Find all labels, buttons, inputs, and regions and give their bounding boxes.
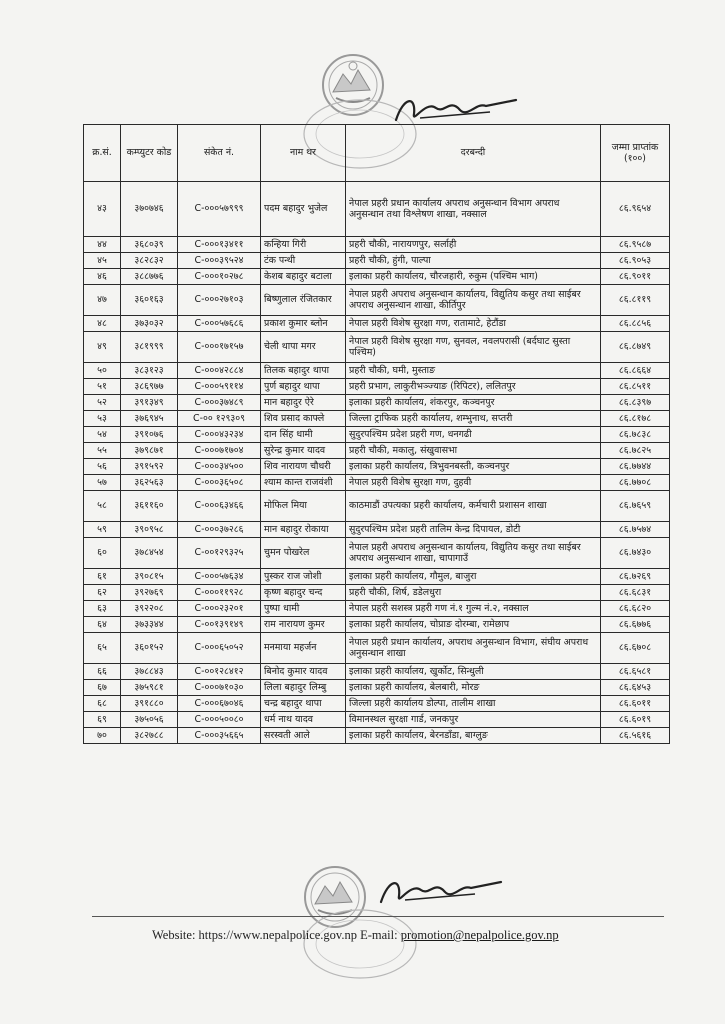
table-row bbox=[84, 522, 670, 538]
cell-total-score: ८६.८१७८ bbox=[601, 411, 670, 427]
cell-name: मनमाया महर्जन bbox=[261, 633, 346, 664]
table-row bbox=[84, 601, 670, 617]
cell-sn: ५६ bbox=[84, 459, 121, 475]
cell-name: प्रकाश कुमार ब्लोन bbox=[261, 316, 346, 332]
cell-total-score: ८६.८७४९ bbox=[601, 332, 670, 363]
cell-computer-code: ३९१३४९ bbox=[121, 395, 178, 411]
header-name: नाम थर bbox=[261, 125, 346, 182]
cell-sn: ५९ bbox=[84, 522, 121, 538]
table-row bbox=[84, 443, 670, 459]
cell-name: शिव नारायण चौधरी bbox=[261, 459, 346, 475]
cell-total-score: ८६.७५७४ bbox=[601, 522, 670, 538]
cell-symbol-no: C-०००६७०४६ bbox=[178, 696, 261, 712]
cell-symbol-no: C-०००४३२३४ bbox=[178, 427, 261, 443]
cell-computer-code: ३६२५६३ bbox=[121, 475, 178, 491]
table-row bbox=[84, 491, 670, 522]
cell-sn: ६५ bbox=[84, 633, 121, 664]
table-row bbox=[84, 728, 670, 744]
cell-post: नेपाल प्रहरी अपराध अनुसन्धान कार्यालय, विद्युतिय कसुर तथा साईबर अपराध अनुसन्धान शाखा, चापागाउँ bbox=[346, 538, 601, 569]
cell-post: काठमाडौं उपत्यका प्रहरी कार्यालय, कर्मचारी प्रशासन शाखा bbox=[346, 491, 601, 522]
cell-name: तिलक बहादुर थापा bbox=[261, 363, 346, 379]
cell-computer-code: ३९०९५८ bbox=[121, 522, 178, 538]
cell-post: इलाका प्रहरी कार्यालय, बेलबारी, मोरङ bbox=[346, 680, 601, 696]
cell-name: कन्हिया गिरी bbox=[261, 237, 346, 253]
cell-symbol-no: C-०००४२८८४ bbox=[178, 363, 261, 379]
cell-computer-code: ३८२७८८ bbox=[121, 728, 178, 744]
cell-computer-code: ३७५९८१ bbox=[121, 680, 178, 696]
cell-post: विमानस्थल सुरक्षा गार्ड, जनकपुर bbox=[346, 712, 601, 728]
header-post: दरबन्दी bbox=[346, 125, 601, 182]
cell-name: सुरेन्द्र कुमार यादव bbox=[261, 443, 346, 459]
cell-symbol-no: C-०००३६५०८ bbox=[178, 475, 261, 491]
cell-symbol-no: C-०००५७६३४ bbox=[178, 569, 261, 585]
cell-total-score: ८६.८३९७ bbox=[601, 395, 670, 411]
cell-sn: ५८ bbox=[84, 491, 121, 522]
cell-computer-code: ३७५०५६ bbox=[121, 712, 178, 728]
table-row bbox=[84, 332, 670, 363]
cell-symbol-no: C-०००६५०५२ bbox=[178, 633, 261, 664]
cell-name: शिव प्रसाद काफ्ले bbox=[261, 411, 346, 427]
cell-total-score: ८६.५६१६ bbox=[601, 728, 670, 744]
cell-name: दान सिंह धामी bbox=[261, 427, 346, 443]
cell-symbol-no: C-०००२३२०१ bbox=[178, 601, 261, 617]
table-row bbox=[84, 316, 670, 332]
cell-computer-code: ३७८४५४ bbox=[121, 538, 178, 569]
cell-post: इलाका प्रहरी कार्यालय, गौमुल, बाजुरा bbox=[346, 569, 601, 585]
cell-total-score: ८६.८११९ bbox=[601, 285, 670, 316]
cell-computer-code: ३८२८३२ bbox=[121, 253, 178, 269]
cell-sn: ४४ bbox=[84, 237, 121, 253]
cell-total-score: ८६.७२६९ bbox=[601, 569, 670, 585]
cell-total-score: ८६.६७०८ bbox=[601, 633, 670, 664]
cell-sn: ६६ bbox=[84, 664, 121, 680]
cell-name: पुस्कर राज जोशी bbox=[261, 569, 346, 585]
cell-symbol-no: C-०००६३४६६ bbox=[178, 491, 261, 522]
cell-name: मान बहादुर रोकाया bbox=[261, 522, 346, 538]
cell-name: मान बहादुर ऐरे bbox=[261, 395, 346, 411]
footer-divider bbox=[92, 916, 664, 917]
cell-sn: ५४ bbox=[84, 427, 121, 443]
signature-bottom-icon bbox=[375, 872, 505, 912]
cell-name: राम नारायण कुमर bbox=[261, 617, 346, 633]
cell-post: इलाका प्रहरी कार्यालय, शंकरपुर, कञ्चनपुर bbox=[346, 395, 601, 411]
cell-total-score: ८६.७७४४ bbox=[601, 459, 670, 475]
table-row bbox=[84, 696, 670, 712]
cell-computer-code: ३७३०३२ bbox=[121, 316, 178, 332]
cell-total-score: ८६.९०५३ bbox=[601, 253, 670, 269]
table-row bbox=[84, 664, 670, 680]
cell-computer-code: ३८६९७७ bbox=[121, 379, 178, 395]
cell-sn: ५० bbox=[84, 363, 121, 379]
cell-post: इलाका प्रहरी कार्यालय, खुर्कोट, सिन्धुली bbox=[346, 664, 601, 680]
email-link[interactable]: promotion@nepalpolice.gov.np bbox=[400, 928, 559, 942]
cell-post: जिल्ला ट्राफिक प्रहरी कार्यालय, शम्भुनाथ, सप्तरी bbox=[346, 411, 601, 427]
cell-computer-code: ३८८७७६ bbox=[121, 269, 178, 285]
cell-sn: ६३ bbox=[84, 601, 121, 617]
cell-computer-code: ३७६९४५ bbox=[121, 411, 178, 427]
cell-computer-code: ३६०१५२ bbox=[121, 633, 178, 664]
cell-computer-code: ३७८८४३ bbox=[121, 664, 178, 680]
table-row bbox=[84, 459, 670, 475]
cell-sn: ४३ bbox=[84, 182, 121, 237]
cell-sn: ४९ bbox=[84, 332, 121, 363]
cell-post: प्रहरी चौकी, घमी, मुस्ताङ bbox=[346, 363, 601, 379]
cell-computer-code: ३८३१२३ bbox=[121, 363, 178, 379]
cell-post: प्रहरी चौकी, शिर्ष, डडेलधुरा bbox=[346, 585, 601, 601]
table-header-row bbox=[84, 125, 670, 182]
cell-symbol-no: C-००१२८४१२ bbox=[178, 664, 261, 680]
table-row bbox=[84, 617, 670, 633]
cell-post: नेपाल प्रहरी विशेष सुरक्षा गण, दुहवी bbox=[346, 475, 601, 491]
cell-post: नेपाल प्रहरी प्रधान कार्यालय, अपराध अनुसन्धान विभाग, संघीय अपराध अनुसन्धान शाखा bbox=[346, 633, 601, 664]
cell-name: कृष्ण बहादुर चन्द bbox=[261, 585, 346, 601]
cell-name: बिनोद कुमार यादव bbox=[261, 664, 346, 680]
cell-total-score: ८६.९६५४ bbox=[601, 182, 670, 237]
cell-sn: ४७ bbox=[84, 285, 121, 316]
table-row bbox=[84, 411, 670, 427]
cell-computer-code: ३७०७४६ bbox=[121, 182, 178, 237]
footer-contact bbox=[152, 928, 559, 943]
table-row bbox=[84, 633, 670, 664]
cell-post: प्रहरी चौकी, हुंगी, पाल्पा bbox=[346, 253, 601, 269]
cell-symbol-no: C-०००५७६८६ bbox=[178, 316, 261, 332]
cell-name: चन्द्र बहादुर थापा bbox=[261, 696, 346, 712]
cell-name: बिष्णुलाल रंजितकार bbox=[261, 285, 346, 316]
cell-total-score: ८६.८५११ bbox=[601, 379, 670, 395]
cell-computer-code: ३७३३४४ bbox=[121, 617, 178, 633]
cell-name: सरस्वती आले bbox=[261, 728, 346, 744]
cell-sn: ४५ bbox=[84, 253, 121, 269]
cell-total-score: ८६.९०११ bbox=[601, 269, 670, 285]
table-row bbox=[84, 237, 670, 253]
cell-post: नेपाल प्रहरी सशस्त्र प्रहरी गण नं.१ गुल्म नं.२, नक्साल bbox=[346, 601, 601, 617]
cell-computer-code: ३६११६० bbox=[121, 491, 178, 522]
cell-computer-code: ३६८०३९ bbox=[121, 237, 178, 253]
cell-post: सुदुरपश्चिम प्रदेश प्रहरी तालिम केन्द्र दिपायल, डोटी bbox=[346, 522, 601, 538]
cell-computer-code: ३९१०७६ bbox=[121, 427, 178, 443]
cell-computer-code: ३८१९९९ bbox=[121, 332, 178, 363]
cell-symbol-no: C-०००३५६६५ bbox=[178, 728, 261, 744]
cell-total-score: ८६.६८३१ bbox=[601, 585, 670, 601]
cell-post: नेपाल प्रहरी अपराध अनुसन्धान कार्यालय, विद्युतिय कसुर तथा साईबर अपराध अनुसन्धान शाखा, कीर्तिपुर bbox=[346, 285, 601, 316]
candidate-table bbox=[83, 124, 670, 744]
cell-sn: ६७ bbox=[84, 680, 121, 696]
cell-total-score: ८६.८८५६ bbox=[601, 316, 670, 332]
table-row bbox=[84, 712, 670, 728]
cell-sn: ५१ bbox=[84, 379, 121, 395]
cell-sn: ६८ bbox=[84, 696, 121, 712]
cell-post: प्रहरी चौकी, नारायणपुर, सर्लाही bbox=[346, 237, 601, 253]
cell-symbol-no: C-०००२७१०३ bbox=[178, 285, 261, 316]
cell-total-score: ८६.६०११ bbox=[601, 696, 670, 712]
cell-sn: ५३ bbox=[84, 411, 121, 427]
cell-total-score: ८६.७८३८ bbox=[601, 427, 670, 443]
cell-symbol-no: C-०००३९५२४ bbox=[178, 253, 261, 269]
cell-total-score: ८६.६०१९ bbox=[601, 712, 670, 728]
cell-symbol-no: C-०००३७२८६ bbox=[178, 522, 261, 538]
cell-computer-code: ३९२७६९ bbox=[121, 585, 178, 601]
footer-website-label: Website: https://www.nepalpolice.gov.np E-mail: bbox=[152, 928, 401, 942]
cell-sn: ७० bbox=[84, 728, 121, 744]
table-row bbox=[84, 395, 670, 411]
cell-symbol-no: C-०००७१०३० bbox=[178, 680, 261, 696]
cell-computer-code: ३९२२०८ bbox=[121, 601, 178, 617]
table-row bbox=[84, 379, 670, 395]
cell-symbol-no: C-०००५७९९९ bbox=[178, 182, 261, 237]
cell-name: चुमन पोखरेल bbox=[261, 538, 346, 569]
cell-computer-code: ३९०८१५ bbox=[121, 569, 178, 585]
table-row bbox=[84, 363, 670, 379]
cell-total-score: ८६.६८२० bbox=[601, 601, 670, 617]
cell-sn: ४८ bbox=[84, 316, 121, 332]
cell-computer-code: ३६०१६३ bbox=[121, 285, 178, 316]
cell-total-score: ८६.७७०८ bbox=[601, 475, 670, 491]
table-row bbox=[84, 569, 670, 585]
cell-sn: ५७ bbox=[84, 475, 121, 491]
cell-total-score: ८६.८६६४ bbox=[601, 363, 670, 379]
cell-symbol-no: C-०००७१७०४ bbox=[178, 443, 261, 459]
header-computer-code: कम्प्युटर कोड bbox=[121, 125, 178, 182]
table-row bbox=[84, 285, 670, 316]
table-row bbox=[84, 253, 670, 269]
cell-computer-code: ३९१८८० bbox=[121, 696, 178, 712]
cell-total-score: ८६.९५८७ bbox=[601, 237, 670, 253]
cell-post: नेपाल प्रहरी प्रधान कार्यालय अपराध अनुसन्धान विभाग अपराध अनुसन्धान तथा विश्लेषण शाखा, नक्साल bbox=[346, 182, 601, 237]
table-row bbox=[84, 585, 670, 601]
table-row bbox=[84, 182, 670, 237]
cell-post: इलाका प्रहरी कार्यालय, चोप्राङ दोरम्बा, रामेछाप bbox=[346, 617, 601, 633]
table-row bbox=[84, 475, 670, 491]
cell-sn: ६९ bbox=[84, 712, 121, 728]
cell-post: जिल्ला प्रहरी कार्यालय डोल्पा, तालीम शाखा bbox=[346, 696, 601, 712]
header-sn: क्र.सं. bbox=[84, 125, 121, 182]
cell-total-score: ८६.६५८१ bbox=[601, 664, 670, 680]
cell-sn: ४६ bbox=[84, 269, 121, 285]
cell-symbol-no: C-०००३७४८९ bbox=[178, 395, 261, 411]
header-symbol-no: संकेत नं. bbox=[178, 125, 261, 182]
cell-post: नेपाल प्रहरी विशेष सुरक्षा गण, रातामाटे, हेटौंडा bbox=[346, 316, 601, 332]
cell-sn: ६४ bbox=[84, 617, 121, 633]
cell-post: प्रहरी चौकी, मकालु, संखुवासभा bbox=[346, 443, 601, 459]
cell-name: लिला बहादुर लिम्बु bbox=[261, 680, 346, 696]
table-row bbox=[84, 269, 670, 285]
cell-total-score: ८६.७६५९ bbox=[601, 491, 670, 522]
cell-post: इलाका प्रहरी कार्यालय, त्रिभुवनबस्ती, कञ्चनपुर bbox=[346, 459, 601, 475]
cell-total-score: ८६.६४५३ bbox=[601, 680, 670, 696]
cell-sn: ६० bbox=[84, 538, 121, 569]
cell-sn: ६२ bbox=[84, 585, 121, 601]
cell-name: पुष्पा धामी bbox=[261, 601, 346, 617]
cell-name: चेली थापा मगर bbox=[261, 332, 346, 363]
cell-symbol-no: C-००१३९१४९ bbox=[178, 617, 261, 633]
cell-symbol-no: C-०००१०२७८ bbox=[178, 269, 261, 285]
cell-symbol-no: C-०००५००८० bbox=[178, 712, 261, 728]
cell-total-score: ८६.६७७६ bbox=[601, 617, 670, 633]
table-row bbox=[84, 680, 670, 696]
cell-symbol-no: C-०००३४५०० bbox=[178, 459, 261, 475]
table-row bbox=[84, 538, 670, 569]
cell-symbol-no: C-००१२९३२५ bbox=[178, 538, 261, 569]
cell-name: श्याम कान्त राजवंशी bbox=[261, 475, 346, 491]
cell-post: इलाका प्रहरी कार्यालय, बेरनडाँडा, बाग्लुङ bbox=[346, 728, 601, 744]
cell-sn: ५२ bbox=[84, 395, 121, 411]
cell-post: सुदुरपश्चिम प्रदेश प्रहरी गण, धनगढी bbox=[346, 427, 601, 443]
cell-total-score: ८६.७८२५ bbox=[601, 443, 670, 459]
cell-sn: ६१ bbox=[84, 569, 121, 585]
cell-post: नेपाल प्रहरी विशेष सुरक्षा गण, सुनवल, नवलपरासी (बर्दघाट सुस्ता पश्चिम) bbox=[346, 332, 601, 363]
cell-post: इलाका प्रहरी कार्यालय, चौरजहारी, रुकुम (पश्चिम भाग) bbox=[346, 269, 601, 285]
cell-computer-code: ३७९८७१ bbox=[121, 443, 178, 459]
cell-sn: ५५ bbox=[84, 443, 121, 459]
cell-name: पुर्ण बहादुर थापा bbox=[261, 379, 346, 395]
cell-total-score: ८६.७४३० bbox=[601, 538, 670, 569]
cell-symbol-no: C-०००१७१५७ bbox=[178, 332, 261, 363]
cell-symbol-no: C-०००१३४११ bbox=[178, 237, 261, 253]
table-row bbox=[84, 427, 670, 443]
header-total-score: जम्मा प्राप्तांक (१००) bbox=[601, 125, 670, 182]
cell-symbol-no: C-०००५९११४ bbox=[178, 379, 261, 395]
cell-name: टंक पन्थी bbox=[261, 253, 346, 269]
cell-post: प्रहरी प्रभाग, लाकुरीभञ्ज्याङ (रिपिटर), ललितपुर bbox=[346, 379, 601, 395]
cell-name: धर्म नाथ यादव bbox=[261, 712, 346, 728]
cell-symbol-no: C-०० १२९३०९ bbox=[178, 411, 261, 427]
cell-computer-code: ३९१५९२ bbox=[121, 459, 178, 475]
cell-name: पदम बहादुर भुजेल bbox=[261, 182, 346, 237]
cell-symbol-no: C-०००११९२८ bbox=[178, 585, 261, 601]
cell-name: मोफिल मिया bbox=[261, 491, 346, 522]
cell-name: केशब बहादुर बटाला bbox=[261, 269, 346, 285]
